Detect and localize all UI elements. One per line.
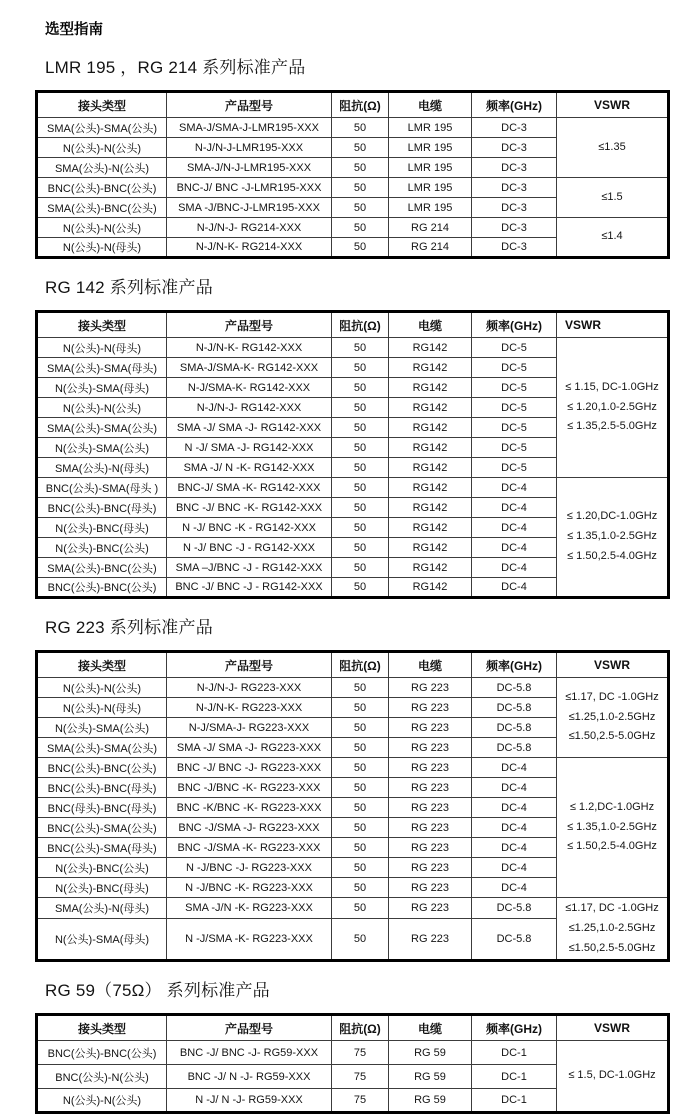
vswr-line: ≤ 1.5, DC-1.0GHz <box>568 1069 656 1082</box>
cell-vswr <box>557 678 669 758</box>
cell-frequency: DC-5 <box>472 458 557 478</box>
column-header: VSWR <box>557 652 669 678</box>
cell-impedance: 50 <box>332 678 389 698</box>
section-rg142 <box>0 273 700 599</box>
cell-connector-type: SMA(公头)-SMA(公头) <box>37 118 167 138</box>
cell-impedance: 50 <box>332 558 389 578</box>
header-row <box>37 92 669 118</box>
cell-impedance: 50 <box>332 738 389 758</box>
cell-connector-type: BNC(公头)-BNC(公头) <box>37 578 167 598</box>
cell-impedance: 75 <box>332 1089 389 1113</box>
cell-impedance: 50 <box>332 478 389 498</box>
table-row <box>37 678 669 698</box>
cell-frequency: DC-5 <box>472 398 557 418</box>
column-header: 频率(GHz) <box>472 92 557 118</box>
vswr-line: ≤ 1.35,1.0-2.5GHz <box>567 530 657 543</box>
cell-impedance: 50 <box>332 778 389 798</box>
section-heading: LMR 195 ，RG 214 系列标准产品 <box>45 58 306 77</box>
cell-model: N -J/ SMA -J- RG142-XXX <box>167 438 332 458</box>
vswr-line: ≤1.25,1.0-2.5GHz <box>568 921 656 934</box>
cell-connector-type: SMA(公头)-N(母头) <box>37 458 167 478</box>
cell-cable: RG 214 <box>389 238 472 258</box>
cell-impedance: 50 <box>332 418 389 438</box>
vswr-line: ≤ 1.35,1.0-2.5GHz <box>567 820 657 833</box>
cell-vswr <box>557 178 669 218</box>
cell-cable: RG142 <box>389 498 472 518</box>
table-row <box>37 1041 669 1065</box>
cell-vswr <box>557 218 669 258</box>
cell-impedance: 50 <box>332 378 389 398</box>
column-header: 产品型号 <box>167 1015 332 1041</box>
column-header: 产品型号 <box>167 652 332 678</box>
cell-model: BNC -J/ BNC -K- RG142-XXX <box>167 498 332 518</box>
cell-connector-type: N(公头)-N(公头) <box>37 218 167 238</box>
cell-frequency: DC-5 <box>472 338 557 358</box>
vswr-line: ≤ 1.20,1.0-2.5GHz <box>567 400 657 413</box>
cell-frequency: DC-5 <box>472 438 557 458</box>
cell-impedance: 50 <box>332 698 389 718</box>
cell-model: SMA-J/SMA-J-LMR195-XXX <box>167 118 332 138</box>
cell-model: N-J/N-J- RG214-XXX <box>167 218 332 238</box>
cell-vswr <box>557 1041 669 1113</box>
section-heading: RG 223 系列标准产品 <box>45 618 213 637</box>
cell-frequency: DC-4 <box>472 538 557 558</box>
cell-cable: RG142 <box>389 358 472 378</box>
table-row <box>37 758 669 778</box>
column-header: 接头类型 <box>37 312 167 338</box>
cell-impedance: 50 <box>332 118 389 138</box>
cell-vswr <box>557 118 669 178</box>
column-header: 阻抗(Ω) <box>332 92 389 118</box>
vswr-line: ≤ 1.35,2.5-5.0GHz <box>567 420 657 433</box>
cell-frequency: DC-1 <box>472 1065 557 1089</box>
cell-cable: RG 223 <box>389 778 472 798</box>
cell-connector-type: SMA(公头)-BNC(公头) <box>37 198 167 218</box>
cell-model: SMA -J/ SMA -J- RG142-XXX <box>167 418 332 438</box>
spec-table-rg223 <box>35 650 670 962</box>
cell-frequency: DC-3 <box>472 198 557 218</box>
spec-table-lmr195-rg214 <box>35 90 670 259</box>
cell-frequency: DC-4 <box>472 518 557 538</box>
cell-cable: LMR 195 <box>389 158 472 178</box>
cell-connector-type: SMA(公头)-BNC(公头) <box>37 558 167 578</box>
cell-connector-type: BNC(公头)-BNC(母头) <box>37 778 167 798</box>
cell-frequency: DC-3 <box>472 178 557 198</box>
spec-table-rg142 <box>35 310 670 599</box>
vswr-line: ≤1.50,2.5-5.0GHz <box>568 730 656 743</box>
cell-cable: RG 223 <box>389 798 472 818</box>
cell-cable: RG 59 <box>389 1041 472 1065</box>
cell-impedance: 75 <box>332 1065 389 1089</box>
cell-connector-type: N(公头)-N(公头) <box>37 398 167 418</box>
vswr-line: ≤ 1.2,DC-1.0GHz <box>569 800 655 813</box>
cell-cable: RG142 <box>389 418 472 438</box>
cell-impedance: 50 <box>332 198 389 218</box>
cell-impedance: 50 <box>332 838 389 858</box>
cell-cable: RG 223 <box>389 898 472 919</box>
cell-model: SMA -J/ N -K- RG142-XXX <box>167 458 332 478</box>
section-rg223 <box>0 613 700 962</box>
cell-model: N-J/N-J-LMR195-XXX <box>167 138 332 158</box>
cell-frequency: DC-4 <box>472 558 557 578</box>
vswr-line: ≤ 1.15, DC-1.0GHz <box>565 380 659 393</box>
cell-model: BNC-J/ BNC -J-LMR195-XXX <box>167 178 332 198</box>
cell-model: N-J/N-K- RG223-XXX <box>167 698 332 718</box>
cell-frequency: DC-5.8 <box>472 718 557 738</box>
cell-frequency: DC-4 <box>472 838 557 858</box>
cell-frequency: DC-3 <box>472 118 557 138</box>
cell-cable: RG 214 <box>389 218 472 238</box>
cell-connector-type: N(公头)-N(母头) <box>37 238 167 258</box>
cell-impedance: 50 <box>332 818 389 838</box>
table-row <box>37 118 669 138</box>
cell-impedance: 50 <box>332 138 389 158</box>
cell-connector-type: N(公头)-BNC(母头) <box>37 878 167 898</box>
section-lmr195-rg214 <box>0 53 700 259</box>
column-header: 产品型号 <box>167 312 332 338</box>
cell-impedance: 50 <box>332 238 389 258</box>
vswr-line: ≤ 1.50,2.5-4.0GHz <box>567 549 657 562</box>
cell-connector-type: N(公头)-N(母头) <box>37 698 167 718</box>
cell-impedance: 50 <box>332 878 389 898</box>
cell-frequency: DC-5.8 <box>472 919 557 961</box>
cell-frequency: DC-4 <box>472 858 557 878</box>
cell-connector-type: N(公头)-BNC(公头) <box>37 538 167 558</box>
cell-frequency: DC-1 <box>472 1089 557 1113</box>
cell-impedance: 50 <box>332 218 389 238</box>
cell-connector-type: BNC(公头)-N(公头) <box>37 1065 167 1089</box>
cell-frequency: DC-1 <box>472 1041 557 1065</box>
cell-connector-type: N(公头)-N(公头) <box>37 678 167 698</box>
cell-impedance: 50 <box>332 858 389 878</box>
cell-connector-type: BNC(公头)-SMA(母头 ) <box>37 478 167 498</box>
cell-connector-type: SMA(公头)-N(母头) <box>37 898 167 919</box>
column-header: 产品型号 <box>167 92 332 118</box>
cell-model: N -J/ N -J- RG59-XXX <box>167 1089 332 1113</box>
cell-connector-type: BNC(公头)-BNC(公头) <box>37 178 167 198</box>
cell-impedance: 50 <box>332 718 389 738</box>
cell-cable: LMR 195 <box>389 178 472 198</box>
cell-cable: RG142 <box>389 378 472 398</box>
column-header: 接头类型 <box>37 652 167 678</box>
cell-model: SMA -J/BNC-J-LMR195-XXX <box>167 198 332 218</box>
cell-impedance: 50 <box>332 398 389 418</box>
cell-connector-type: N(公头)-BNC(公头) <box>37 858 167 878</box>
cell-model: SMA -J/ SMA -J- RG223-XXX <box>167 738 332 758</box>
cell-connector-type: SMA(公头)-SMA(公头) <box>37 738 167 758</box>
cell-cable: RG142 <box>389 518 472 538</box>
cell-model: BNC -J/ BNC -J- RG223-XXX <box>167 758 332 778</box>
vswr-line: ≤ 1.50,2.5-4.0GHz <box>567 840 657 853</box>
column-header: 电缆 <box>389 652 472 678</box>
cell-model: N -J/ BNC -J - RG142-XXX <box>167 538 332 558</box>
cell-frequency: DC-4 <box>472 878 557 898</box>
cell-impedance: 50 <box>332 358 389 378</box>
cell-model: N-J/N-K- RG142-XXX <box>167 338 332 358</box>
cell-frequency: DC-5.8 <box>472 678 557 698</box>
cell-frequency: DC-5.8 <box>472 898 557 919</box>
header-row <box>37 312 669 338</box>
cell-impedance: 50 <box>332 458 389 478</box>
cell-vswr <box>557 758 669 898</box>
cell-connector-type: SMA(公头)-N(公头) <box>37 158 167 178</box>
cell-frequency: DC-5 <box>472 418 557 438</box>
column-header: 阻抗(Ω) <box>332 312 389 338</box>
cell-cable: RG142 <box>389 558 472 578</box>
column-header: 接头类型 <box>37 92 167 118</box>
column-header: 频率(GHz) <box>472 652 557 678</box>
cell-model: SMA-J/N-J-LMR195-XXX <box>167 158 332 178</box>
cell-frequency: DC-3 <box>472 218 557 238</box>
cell-impedance: 50 <box>332 758 389 778</box>
vswr-line: ≤1.25,1.0-2.5GHz <box>568 710 656 723</box>
vswr-line: ≤1.35 <box>598 140 626 153</box>
cell-model: BNC -J/ BNC -J- RG59-XXX <box>167 1041 332 1065</box>
cell-cable: RG142 <box>389 478 472 498</box>
cell-connector-type: BNC(公头)-SMA(公头) <box>37 818 167 838</box>
section-heading: RG 142 系列标准产品 <box>45 278 213 297</box>
cell-connector-type: N(公头)-BNC(母头) <box>37 518 167 538</box>
cell-connector-type: BNC(公头)-BNC(公头) <box>37 758 167 778</box>
cell-frequency: DC-4 <box>472 478 557 498</box>
cell-impedance: 50 <box>332 518 389 538</box>
cell-cable: RG142 <box>389 458 472 478</box>
cell-connector-type: SMA(公头)-SMA(公头) <box>37 418 167 438</box>
table-row <box>37 178 669 198</box>
column-header: VSWR <box>557 312 669 338</box>
cell-frequency: DC-3 <box>472 158 557 178</box>
cell-model: N-J/SMA-K- RG142-XXX <box>167 378 332 398</box>
section-heading: RG 59（75Ω） 系列标准产品 <box>45 981 270 1001</box>
cell-model: BNC -J/SMA -J- RG223-XXX <box>167 818 332 838</box>
cell-model: BNC -K/BNC -K- RG223-XXX <box>167 798 332 818</box>
cell-model: BNC -J/ BNC -J - RG142-XXX <box>167 578 332 598</box>
cell-connector-type: N(公头)-N(母头) <box>37 338 167 358</box>
cell-vswr <box>557 478 669 598</box>
cell-impedance: 50 <box>332 438 389 458</box>
cell-frequency: DC-3 <box>472 138 557 158</box>
cell-frequency: DC-5.8 <box>472 698 557 718</box>
cell-cable: LMR 195 <box>389 118 472 138</box>
cell-cable: RG 59 <box>389 1089 472 1113</box>
cell-vswr <box>557 338 669 478</box>
cell-frequency: DC-4 <box>472 798 557 818</box>
cell-model: N-J/SMA-J- RG223-XXX <box>167 718 332 738</box>
cell-model: BNC -J/SMA -K- RG223-XXX <box>167 838 332 858</box>
cell-cable: RG142 <box>389 538 472 558</box>
table-row <box>37 338 669 358</box>
cell-model: BNC-J/ SMA -K- RG142-XXX <box>167 478 332 498</box>
cell-connector-type: BNC(公头)-BNC(母头) <box>37 498 167 518</box>
cell-connector-type: BNC(公头)-BNC(公头) <box>37 1041 167 1065</box>
vswr-line: ≤1.17, DC -1.0GHz <box>565 690 659 703</box>
vswr-line: ≤ 1.20,DC-1.0GHz <box>566 510 658 523</box>
cell-model: BNC -J/ N -J- RG59-XXX <box>167 1065 332 1089</box>
cell-impedance: 50 <box>332 919 389 961</box>
cell-frequency: DC-3 <box>472 238 557 258</box>
cell-cable: RG 223 <box>389 758 472 778</box>
column-header: 阻抗(Ω) <box>332 652 389 678</box>
column-header: 电缆 <box>389 1015 472 1041</box>
cell-model: N -J/ BNC -K - RG142-XXX <box>167 518 332 538</box>
cell-model: N-J/N-K- RG214-XXX <box>167 238 332 258</box>
cell-model: SMA-J/SMA-K- RG142-XXX <box>167 358 332 378</box>
cell-cable: RG142 <box>389 578 472 598</box>
table-row <box>37 218 669 238</box>
page-title: 选型指南 <box>45 22 103 38</box>
cell-frequency: DC-5.8 <box>472 738 557 758</box>
cell-connector-type: SMA(公头)-SMA(母头) <box>37 358 167 378</box>
cell-cable: RG 223 <box>389 818 472 838</box>
vswr-line: ≤1.5 <box>601 190 623 203</box>
cell-cable: RG 223 <box>389 838 472 858</box>
cell-cable: RG142 <box>389 438 472 458</box>
column-header: 电缆 <box>389 92 472 118</box>
cell-connector-type: N(公头)-N(公头) <box>37 1089 167 1113</box>
cell-connector-type: N(公头)-SMA(公头) <box>37 718 167 738</box>
cell-connector-type: N(公头)-SMA(公头) <box>37 438 167 458</box>
cell-frequency: DC-4 <box>472 578 557 598</box>
table-row <box>37 898 669 919</box>
cell-model: N -J/SMA -K- RG223-XXX <box>167 919 332 961</box>
cell-impedance: 50 <box>332 338 389 358</box>
cell-cable: RG 223 <box>389 858 472 878</box>
cell-impedance: 50 <box>332 898 389 919</box>
cell-vswr <box>557 898 669 961</box>
cell-model: N -J/BNC -J- RG223-XXX <box>167 858 332 878</box>
cell-connector-type: N(公头)-SMA(母头) <box>37 919 167 961</box>
cell-impedance: 75 <box>332 1041 389 1065</box>
cell-cable: LMR 195 <box>389 138 472 158</box>
column-header: VSWR <box>557 92 669 118</box>
cell-cable: RG 223 <box>389 698 472 718</box>
cell-cable: RG 223 <box>389 919 472 961</box>
column-header: 频率(GHz) <box>472 312 557 338</box>
cell-impedance: 50 <box>332 798 389 818</box>
cell-model: N-J/N-J- RG142-XXX <box>167 398 332 418</box>
cell-connector-type: N(公头)-SMA(母头) <box>37 378 167 398</box>
column-header: 电缆 <box>389 312 472 338</box>
cell-model: SMA –J/BNC -J - RG142-XXX <box>167 558 332 578</box>
section-rg59 <box>0 976 700 1114</box>
cell-frequency: DC-5 <box>472 358 557 378</box>
sections <box>0 53 700 1114</box>
cell-impedance: 50 <box>332 178 389 198</box>
vswr-line: ≤1.50,2.5-5.0GHz <box>568 941 656 954</box>
cell-model: N-J/N-J- RG223-XXX <box>167 678 332 698</box>
cell-impedance: 50 <box>332 498 389 518</box>
cell-cable: RG 223 <box>389 878 472 898</box>
cell-cable: RG 59 <box>389 1065 472 1089</box>
cell-model: N -J/BNC -K- RG223-XXX <box>167 878 332 898</box>
cell-connector-type: BNC(公头)-SMA(母头) <box>37 838 167 858</box>
header-row <box>37 652 669 678</box>
column-header: 阻抗(Ω) <box>332 1015 389 1041</box>
cell-impedance: 50 <box>332 158 389 178</box>
cell-frequency: DC-4 <box>472 818 557 838</box>
cell-frequency: DC-4 <box>472 778 557 798</box>
vswr-line: ≤1.17, DC -1.0GHz <box>565 902 659 914</box>
cell-cable: RG 223 <box>389 738 472 758</box>
column-header: 接头类型 <box>37 1015 167 1041</box>
cell-impedance: 50 <box>332 578 389 598</box>
column-header: 频率(GHz) <box>472 1015 557 1041</box>
cell-cable: RG142 <box>389 398 472 418</box>
cell-model: BNC -J/BNC -K- RG223-XXX <box>167 778 332 798</box>
cell-impedance: 50 <box>332 538 389 558</box>
cell-connector-type: BNC(母头)-BNC(母头) <box>37 798 167 818</box>
spec-table-rg59 <box>35 1013 670 1114</box>
cell-cable: RG 223 <box>389 678 472 698</box>
column-header: VSWR <box>557 1015 669 1041</box>
cell-cable: LMR 195 <box>389 198 472 218</box>
cell-cable: RG142 <box>389 338 472 358</box>
cell-frequency: DC-5 <box>472 378 557 398</box>
cell-frequency: DC-4 <box>472 498 557 518</box>
cell-cable: RG 223 <box>389 718 472 738</box>
vswr-line: ≤1.4 <box>601 230 623 243</box>
header-row <box>37 1015 669 1041</box>
cell-frequency: DC-4 <box>472 758 557 778</box>
cell-model: SMA -J/N -K- RG223-XXX <box>167 898 332 919</box>
table-row <box>37 478 669 498</box>
cell-connector-type: N(公头)-N(公头) <box>37 138 167 158</box>
